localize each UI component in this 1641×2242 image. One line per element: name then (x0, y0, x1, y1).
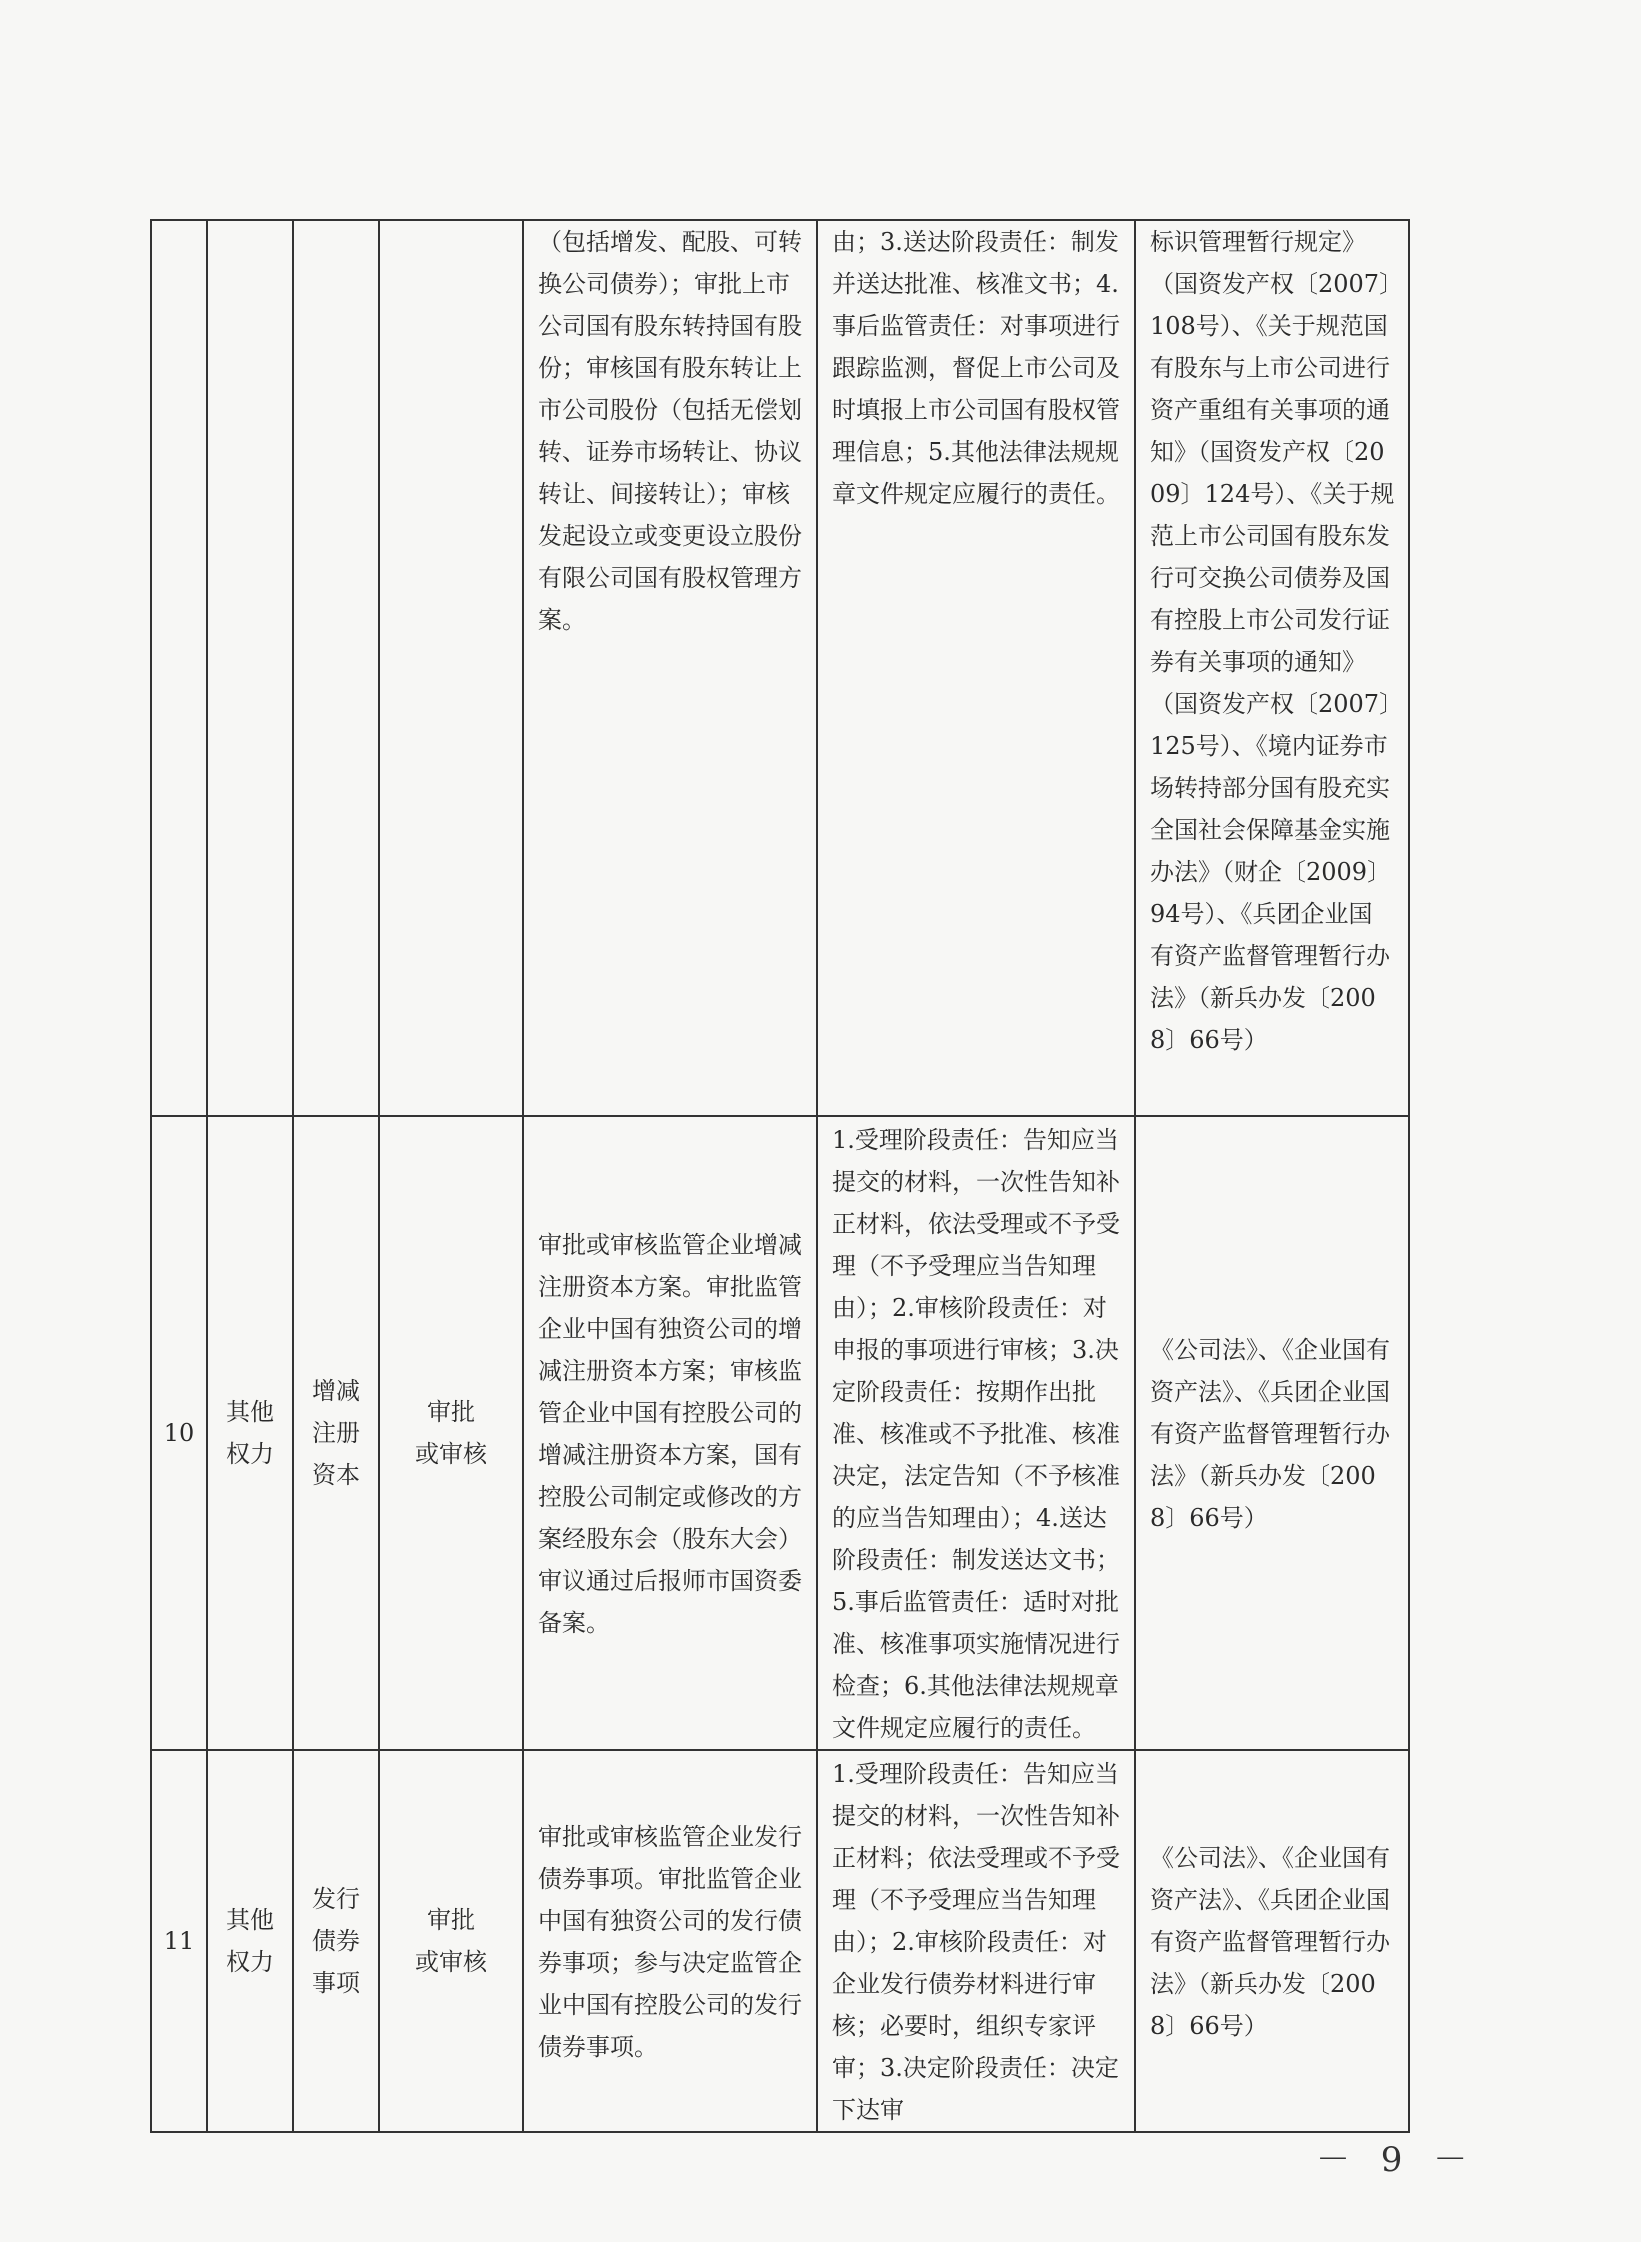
legal-basis: 《公司法》、《企业国有资产法》、《兵团企业国有资产监督管理暂行办法》（新兵办发〔2008〕66号） (1135, 1750, 1409, 2132)
table-row (151, 1116, 1409, 1750)
power-category (207, 220, 293, 1116)
power-item (293, 220, 379, 1116)
table-row (151, 220, 1409, 1116)
legal-basis: 《公司法》、《企业国有资产法》、《兵团企业国有资产监督管理暂行办法》（新兵办发〔2008〕66号） (1135, 1116, 1409, 1750)
row-number: 11 (151, 1750, 207, 2132)
page-number: － 9 － (1316, 2140, 1478, 2180)
power-type: 审批 或审核 (379, 1116, 523, 1750)
responsibility-items: 1.受理阶段责任：告知应当提交的材料，一次性告知补正材料，依法受理或不予受理（不予受理应当告知理由）；2.审核阶段责任：对申报的事项进行审核；3.决定阶段责任：按期作出批准、核准或不予批准、核准决定，法定告知（不予核准的应当告知理由）；4.送达阶段责任：制发送达文书；5.事后监管责任：适时对批准、核准事项实施情况进行检查；6.其他法律法规规章文件规定应履行的责任。 (817, 1116, 1135, 1750)
power-content: 审批或审核监管企业增减注册资本方案。审批监管企业中国有独资公司的增减注册资本方案；审核监管企业中国有控股公司的增减注册资本方案，国有控股公司制定或修改的方案经股东会（股东大会）审议通过后报师市国资委备案。 (523, 1116, 817, 1750)
power-content: （包括增发、配股、可转换公司债券）；审批上市公司国有股东转持国有股份；审核国有股东转让上市公司股份（包括无偿划转、证券市场转让、协议转让、间接转让）；审核发起设立或变更设立股份有限公司国有股权管理方案。 (523, 220, 817, 1116)
power-content: 审批或审核监管企业发行债券事项。审批监管企业中国有独资公司的发行债券事项；参与决定监管企业中国有控股公司的发行债券事项。 (523, 1750, 817, 2132)
responsibility-items: 1.受理阶段责任：告知应当提交的材料，一次性告知补正材料；依法受理或不予受理（不予受理应当告知理由）；2.审核阶段责任：对企业发行债券材料进行审核；必要时，组织专家评审；3.决定阶段责任：决定下达审 (817, 1750, 1135, 2132)
power-category: 其他 权力 (207, 1750, 293, 2132)
power-type: 审批 或审核 (379, 1750, 523, 2132)
row-number: 10 (151, 1116, 207, 1750)
power-list-table (150, 219, 1410, 2133)
power-item: 增减 注册 资本 (293, 1116, 379, 1750)
power-item: 发行 债券 事项 (293, 1750, 379, 2132)
legal-basis: 标识管理暂行规定》（国资发产权〔2007〕108号）、《关于规范国有股东与上市公司进行资产重组有关事项的通知》（国资发产权〔2009〕124号）、《关于规范上市公司国有股东发行可交换公司债券及国有控股上市公司发行证券有关事项的通知》（国资发产权〔2007〕125号）、《境内证券市场转持部分国有股充实全国社会保障基金实施办法》（财企〔2009〕94号）、《兵团企业国有资产监督管理暂行办法》（新兵办发〔2008〕66号） (1135, 220, 1409, 1116)
power-category: 其他 权力 (207, 1116, 293, 1750)
power-type (379, 220, 523, 1116)
table-row (151, 1750, 1409, 2132)
row-number (151, 220, 207, 1116)
responsibility-items: 由；3.送达阶段责任：制发并送达批准、核准文书；4.事后监管责任：对事项进行跟踪监测，督促上市公司及时填报上市公司国有股权管理信息；5.其他法律法规规章文件规定应履行的责任。 (817, 220, 1135, 1116)
